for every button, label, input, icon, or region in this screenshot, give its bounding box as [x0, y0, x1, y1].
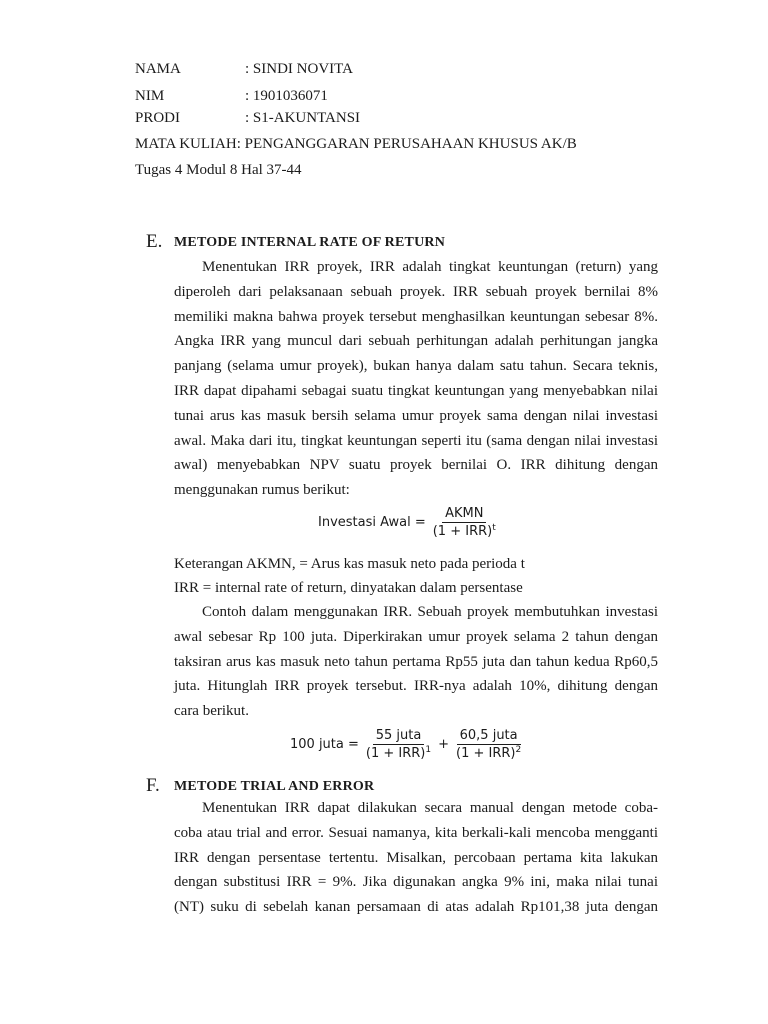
keterangan-irr: IRR = internal rate of return, dinyatakan dalam persentase [174, 580, 523, 596]
paragraph-line: (NT) suku di sebelah kanan persamaan di atas adalah Rp101,38 juta dengan [174, 899, 658, 916]
formula-contoh-irr [290, 728, 524, 761]
paragraph-line: taksiran arus kas masuk neto tahun pertama Rp55 juta dan tahun kedua Rp60,5 [174, 653, 658, 670]
nim-label: NIM [135, 88, 165, 104]
paragraph-line: cara berikut. [174, 703, 249, 720]
formula-investasi-awal [318, 506, 499, 539]
paragraph-line: Menentukan IRR proyek, IRR adalah tingkat keuntungan (return) yang [202, 259, 658, 275]
nama-value: : SINDI NOVITA [245, 61, 353, 77]
term-2-denominator [453, 745, 524, 761]
nim-value: : 1901036071 [245, 88, 328, 104]
section-e-letter: E. [146, 231, 163, 252]
term-2-numerator: 60,5 juta [457, 728, 521, 745]
formula-numerator: AKMN [442, 506, 486, 523]
denominator-text: (1 + IRR) [432, 524, 493, 539]
term-1-exponent: 1 [425, 745, 432, 755]
formula-denominator [430, 523, 499, 539]
denominator-text: (1 + IRR) [456, 746, 516, 761]
paragraph-line: menggunakan rumus berikut: [174, 482, 350, 499]
paragraph-line: Contoh dalam menggunakan IRR. Sebuah proyek membutuhkan investasi [202, 604, 658, 620]
section-f-title: METODE TRIAL AND ERROR [174, 779, 375, 794]
paragraph-line: awal) menyebabkan NPV suatu proyek bernilai O. IRR dihitung dengan [174, 457, 658, 474]
tugas-line: Tugas 4 Modul 8 Hal 37-44 [135, 162, 302, 178]
paragraph-line: memiliki makna bahwa proyek tersebut menghasilkan keuntungan sebesar 8%. [174, 308, 658, 325]
paragraph-line: tunai arus kas masuk bersih selama umur proyek sama dengan nilai investasi [174, 407, 658, 424]
formula-term-2 [453, 728, 524, 761]
paragraph-line: Menentukan IRR dapat dilakukan secara manual dengan metode coba- [202, 800, 658, 816]
mata-kuliah-line: MATA KULIAH: PENGANGGARAN PERUSAHAAN KHUSUS AK/B [135, 136, 577, 152]
section-f-paragraph [174, 796, 658, 920]
prodi-value: : S1-AKUNTANSI [245, 110, 361, 126]
paragraph-line: IRR dapat dipahami sebagai suatu tingkat keuntungan yang menyebabkan nilai [174, 382, 658, 399]
paragraph-line: awal sebesar Rp 100 juta. Diperkirakan umur proyek selama 2 tahun dengan [174, 628, 658, 645]
section-e-paragraph-1 [174, 255, 658, 503]
formula-exponent: t [492, 523, 496, 533]
nama-label: NAMA [135, 61, 181, 77]
paragraph-line: awal. Maka dari itu, tingkat keuntungan seperti itu (sama dengan nilai investasi [174, 432, 658, 449]
paragraph-line: juta. Hitunglah IRR proyek tersebut. IRR-nya adalah 10%, dihitung dengan [174, 678, 658, 695]
plus-sign: + [438, 737, 450, 752]
term-1-numerator: 55 juta [373, 728, 425, 745]
section-e-title: METODE INTERNAL RATE OF RETURN [174, 235, 446, 250]
section-e-paragraph-2 [174, 600, 658, 724]
formula-term-1 [363, 728, 434, 761]
formula-lhs: 100 juta = [290, 737, 359, 752]
term-1-denominator [363, 745, 434, 761]
paragraph-line: panjang (selama umur proyek), bukan hanya dalam satu tahun. Secara teknis, [174, 358, 658, 375]
section-f-letter: F. [146, 775, 160, 796]
denominator-text: (1 + IRR) [365, 746, 426, 761]
keterangan-akmn: Keterangan AKMN, = Arus kas masuk neto pada perioda t [174, 556, 525, 572]
paragraph-line: coba atau trial and error. Sesuai namanya, kita berkali-kali mencoba mengganti [174, 824, 658, 841]
prodi-label: PRODI [135, 110, 181, 126]
paragraph-line: diperoleh dari pelaksanaan sebuah proyek. IRR sebuah proyek bernilai 8% [174, 283, 658, 300]
term-2-exponent: 2 [515, 745, 522, 755]
paragraph-line: Angka IRR yang muncul dari sebuah perhitungan adalah perhitungan jangka [174, 333, 658, 350]
formula-fraction [430, 506, 499, 539]
paragraph-line: dengan substitusi IRR = 9%. Jika digunakan angka 9% ini, maka nilai tunai [174, 874, 658, 891]
formula-lhs: Investasi Awal = [318, 515, 426, 530]
paragraph-line: IRR dengan persentase tertentu. Misalkan, percobaan pertama kita lakukan [174, 849, 658, 866]
